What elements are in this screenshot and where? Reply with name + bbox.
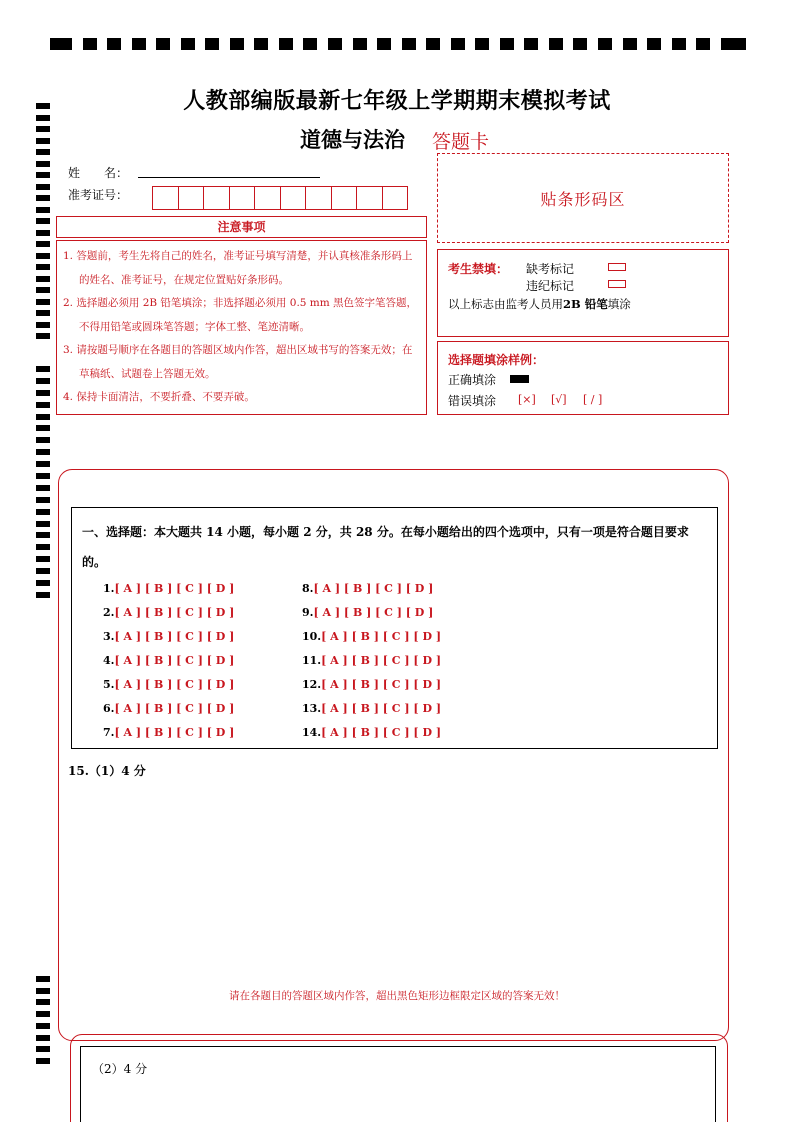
exam-title: 人教部编版最新七年级上学期期末模拟考试 xyxy=(183,88,611,114)
choice-row-2[interactable]: 2.[ A ] [ B ] [ C ] [ D ] xyxy=(103,606,235,619)
absent-label: 缺考标记 xyxy=(526,262,575,276)
choice-row-9[interactable]: 9.[ A ] [ B ] [ C ] [ D ] xyxy=(302,606,434,619)
fill-sample-box xyxy=(437,341,729,415)
subject-title: 道德与法治 xyxy=(300,127,405,152)
choice-row-11[interactable]: 11.[ A ] [ B ] [ C ] [ D ] xyxy=(302,654,442,667)
name-label: 姓 名： xyxy=(68,166,129,180)
id-label: 准考证号： xyxy=(68,188,129,202)
notice-body xyxy=(56,240,427,415)
id-digit-box[interactable] xyxy=(178,186,205,210)
choice-row-12[interactable]: 12.[ A ] [ B ] [ C ] [ D ] xyxy=(302,678,442,691)
absent-mark-box[interactable] xyxy=(608,263,626,271)
choice-row-14[interactable]: 14.[ A ] [ B ] [ C ] [ D ] xyxy=(302,726,442,739)
examiner-only-box xyxy=(437,249,729,337)
choice-row-1[interactable]: 1.[ A ] [ B ] [ C ] [ D ] xyxy=(103,582,235,595)
id-digit-box[interactable] xyxy=(305,186,332,210)
choice-row-4[interactable]: 4.[ A ] [ B ] [ C ] [ D ] xyxy=(103,654,235,667)
choice-section-heading: 一、选择题：本大题共 14 小题，每小题 2 分，共 28 分。在每小题给出的四个选项中，只有一项是符合题目要求的。 xyxy=(82,525,689,569)
choice-row-13[interactable]: 13.[ A ] [ B ] [ C ] [ D ] xyxy=(302,702,442,715)
choice-row-8[interactable]: 8.[ A ] [ B ] [ C ] [ D ] xyxy=(302,582,434,595)
choice-row-5[interactable]: 5.[ A ] [ B ] [ C ] [ D ] xyxy=(103,678,235,691)
choice-row-6[interactable]: 6.[ A ] [ B ] [ C ] [ D ] xyxy=(103,702,235,715)
wrong-mark-cross: [×] xyxy=(518,393,536,406)
q15-part2-label: （2）4 分 xyxy=(92,1062,148,1076)
wrong-mark-slash: [ / ] xyxy=(583,393,603,406)
q15-part1-answer-area[interactable] xyxy=(70,780,718,980)
wrong-mark-check: [√] xyxy=(551,393,567,406)
id-digit-box[interactable] xyxy=(280,186,307,210)
fill-sample-title: 选择题填涂样例： xyxy=(448,353,545,367)
answer-area-warning: 请在各题目的答题区域内作答，超出黑色矩形边框限定区域的答案无效！ xyxy=(229,990,565,1002)
violation-mark-box[interactable] xyxy=(608,280,626,288)
examiner-note: 以上标志由监考人员用2B 铅笔填涂 xyxy=(448,297,631,311)
wrong-fill-label: 错误填涂 xyxy=(448,394,497,408)
violation-label: 违纪标记 xyxy=(526,279,575,293)
timing-marks-top xyxy=(50,38,746,50)
id-digit-box[interactable] xyxy=(382,186,409,210)
id-digit-box[interactable] xyxy=(331,186,358,210)
notice-heading: 注意事项 xyxy=(56,216,427,238)
q15-part1-label: 15.（1）4 分 xyxy=(68,764,146,778)
id-digit-box[interactable] xyxy=(203,186,230,210)
barcode-area xyxy=(437,153,729,243)
notice-item: 4. 保持卡面清洁，不要折叠、不要弄破。 xyxy=(63,391,255,403)
id-digit-box[interactable] xyxy=(254,186,281,210)
id-digit-box[interactable] xyxy=(152,186,179,210)
name-field[interactable] xyxy=(138,177,320,178)
choice-row-10[interactable]: 10.[ A ] [ B ] [ C ] [ D ] xyxy=(302,630,442,643)
choice-row-3[interactable]: 3.[ A ] [ B ] [ C ] [ D ] xyxy=(103,630,235,643)
id-digit-box[interactable] xyxy=(356,186,383,210)
examiner-only-title: 考生禁填： xyxy=(448,262,509,276)
choice-row-7[interactable]: 7.[ A ] [ B ] [ C ] [ D ] xyxy=(103,726,235,739)
notice-item: 2. 选择题必须用 2B 铅笔填涂；非选择题必须用 0.5 mm 黑色签字笔答题，不得用铅笔或圆珠笔答题；字体工整、笔迹清晰。 xyxy=(63,297,418,333)
id-digit-box[interactable] xyxy=(229,186,256,210)
barcode-label: 贴条形码区 xyxy=(540,189,626,209)
answer-card-label: 答题卡 xyxy=(432,131,490,153)
notice-item: 1. 答题前，考生先将自己的姓名，准考证号填写清楚，并认真核准条形码上的姓名、准考证号，在规定位置贴好条形码。 xyxy=(63,250,413,286)
timing-marks-left-1 xyxy=(36,103,50,339)
q15-part2-box[interactable] xyxy=(80,1046,716,1122)
timing-marks-left-2 xyxy=(36,366,50,598)
correct-fill-label: 正确填涂 xyxy=(448,373,497,387)
correct-fill-sample xyxy=(510,375,529,383)
id-number-boxes[interactable] xyxy=(152,186,407,210)
notice-item: 3. 请按题号顺序在各题目的答题区域内作答，超出区域书写的答案无效；在草稿纸、试题卷上答题无效。 xyxy=(63,344,413,380)
